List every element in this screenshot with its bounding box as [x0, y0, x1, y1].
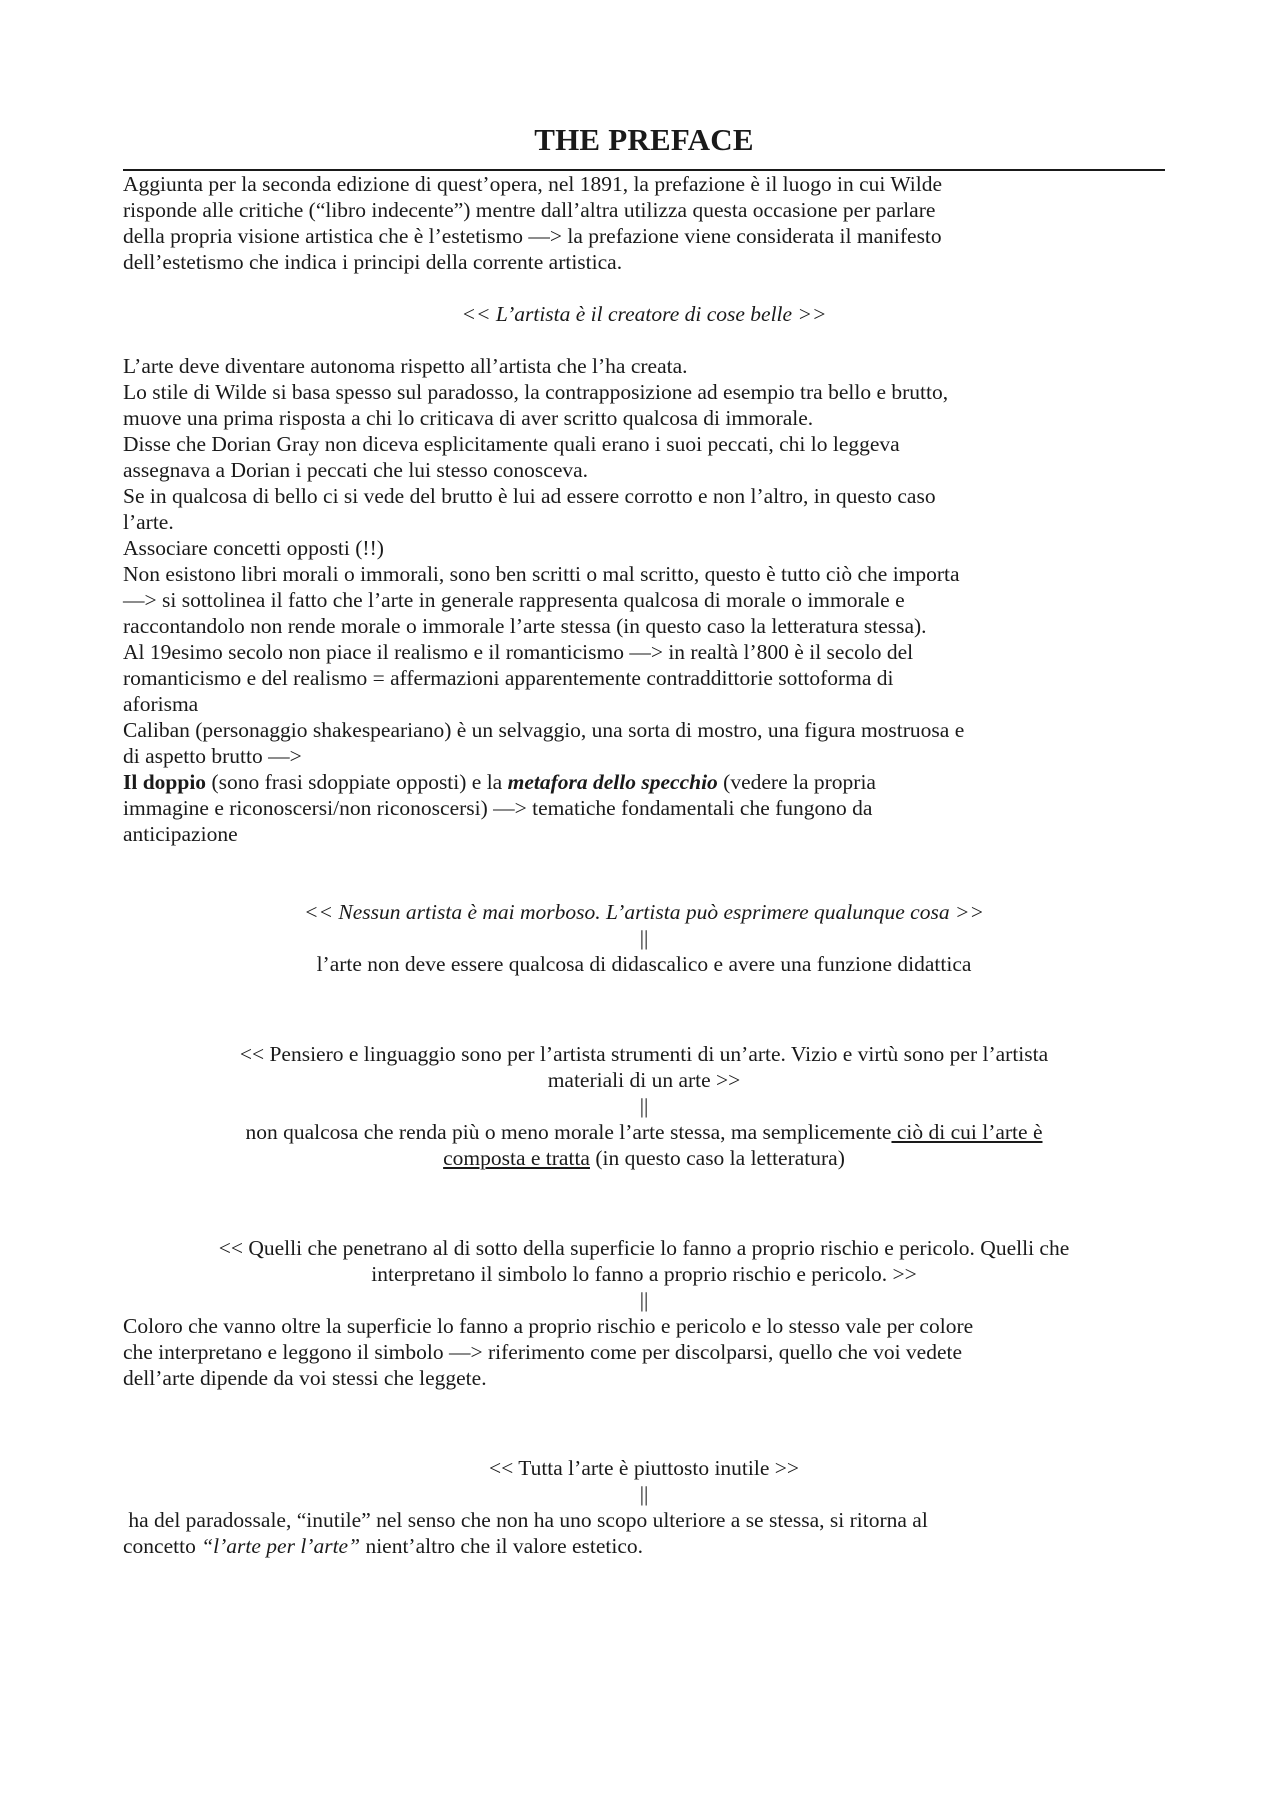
doppio-line-3: anticipazione — [123, 822, 238, 846]
comment-useless-plain: concetto — [123, 1534, 202, 1558]
quote-surface-line: interpretano il simbolo lo fanno a proprio rischio e pericolo. >> — [371, 1262, 917, 1286]
quote-thought-language-line: materiali di un arte >> — [547, 1068, 741, 1092]
section-line: Non esistono libri morali o immorali, sono ben scritti o mal scritto, questo è tutto ciò che importa — [123, 562, 960, 586]
intro-line: risponde alle critiche (“libro indecente”) mentre dall’altra utilizza questa occasione per parlare — [123, 198, 936, 222]
comment-material-underlined-2: composta e tratta — [443, 1146, 590, 1170]
mirror-metaphor-emphasis: metafora dello specchio — [507, 770, 718, 794]
intro-line: della propria visione artistica che è l’estetismo —> la prefazione viene considerata il manifesto — [123, 224, 942, 248]
quote-artist-creator: << L’artista è il creatore di cose belle >> — [461, 302, 827, 326]
doppio-tail: (vedere la propria — [717, 770, 876, 794]
quote-no-morbid-artist: << Nessun artista è mai morboso. L’artista può esprimere qualunque cosa >> — [304, 900, 984, 924]
comment-surface-line: che interpretano e leggono il simbolo —> riferimento come per discolparsi, quello che voi vedete — [123, 1340, 963, 1364]
comment-useless-tail: nient’altro che il valore estetico. — [360, 1534, 644, 1558]
separator-mark: || — [639, 1482, 649, 1506]
intro-paragraph — [123, 171, 1165, 275]
section-line: aforisma — [123, 692, 199, 716]
section-line: L’arte deve diventare autonoma rispetto all’artista che l’ha creata. — [123, 354, 688, 378]
comment-useless-line-2 — [123, 1533, 1165, 1559]
doppio-bold: Il doppio — [123, 770, 207, 794]
section-line: di aspetto brutto —> — [123, 744, 302, 768]
doppio-mid: (sono frasi sdoppiate opposti) e la — [206, 770, 508, 794]
section-line: Lo stile di Wilde si basa spesso sul paradosso, la contrapposizione ad esempio tra bello e brutto, — [123, 380, 949, 404]
quote-useless-art: << Tutta l’arte è piuttosto inutile >> — [488, 1456, 800, 1480]
doppio-line — [123, 769, 1165, 795]
separator-mark: || — [639, 926, 649, 950]
separator-mark: || — [639, 1094, 649, 1118]
quote-thought-language-line: << Pensiero e linguaggio sono per l’artista strumenti di un’arte. Vizio e virtù sono per l’artista — [239, 1042, 1049, 1066]
section-line: Al 19esimo secolo non piace il realismo e il romanticismo —> in realtà l’800 è il secolo del — [123, 640, 914, 664]
section-line: Caliban (personaggio shakespeariano) è un selvaggio, una sorta di mostro, una figura mostruosa e — [123, 718, 965, 742]
intro-line: Aggiunta per la seconda edizione di quest’opera, nel 1891, la prefazione è il luogo in cui Wilde — [123, 172, 943, 196]
section-line: —> si sottolinea il fatto che l’arte in generale rappresenta qualcosa di morale o immorale e — [123, 588, 905, 612]
section-line: Disse che Dorian Gray non diceva esplicitamente quali erano i suoi peccati, chi lo leggeva — [123, 432, 900, 456]
section-line: assegnava a Dorian i peccati che lui stesso conosceva. — [123, 458, 589, 482]
block-surface — [123, 1235, 1165, 1391]
block-morbid — [123, 899, 1165, 977]
comment-material-plain-2: (in questo caso la letteratura) — [589, 1146, 845, 1170]
section-line: Se in qualcosa di bello ci si vede del brutto è lui ad essere corrotto e non l’altro, in questo caso — [123, 484, 936, 508]
intro-line: dell’estetismo che indica i principi della corrente artistica. — [123, 250, 623, 274]
comment-didactic: l’arte non deve essere qualcosa di didascalico e avere una funzione didattica — [316, 952, 972, 976]
comment-material-underlined: ciò di cui l’arte è — [891, 1120, 1043, 1144]
comment-useless-line: ha del paradossale, “inutile” nel senso che non ha uno scopo ulteriore a se stessa, si ritorna al — [123, 1508, 928, 1532]
comment-surface-line: Coloro che vanno oltre la superficie lo fanno a proprio rischio e pericolo e lo stesso vale per colore — [123, 1314, 974, 1338]
section-line: raccontandolo non rende morale o immorale l’arte stessa (in questo caso la letteratura stessa). — [123, 614, 927, 638]
art-for-art-phrase: “l’arte per l’arte” — [201, 1534, 361, 1558]
page-title: THE PREFACE — [534, 122, 754, 157]
section-line: muove una prima risposta a chi lo criticava di aver scritto qualcosa di immorale. — [123, 406, 814, 430]
block-useless-art — [123, 1455, 1165, 1559]
comment-material-plain: non qualcosa che renda più o meno morale l’arte stessa, ma semplicemente — [245, 1120, 892, 1144]
section-line: Associare concetti opposti (!!) — [123, 536, 384, 560]
block-thought-language — [123, 1041, 1165, 1171]
section-line: l’arte. — [123, 510, 174, 534]
section-autonomy — [123, 353, 1165, 847]
section-line: romanticismo e del realismo = affermazioni apparentemente contraddittorie sottoforma di — [123, 666, 894, 690]
doppio-line-2: immagine e riconoscersi/non riconoscersi) —> tematiche fondamentali che fungono da — [123, 796, 873, 820]
quote-surface-line: << Quelli che penetrano al di sotto della superficie lo fanno a proprio rischio e pericolo. Quelli che — [218, 1236, 1070, 1260]
separator-mark: || — [639, 1288, 649, 1312]
document-page — [123, 0, 1165, 1559]
comment-material-line-2 — [123, 1145, 1165, 1171]
comment-material-line — [123, 1119, 1165, 1145]
comment-surface-line: dell’arte dipende da voi stessi che leggete. — [123, 1366, 487, 1390]
